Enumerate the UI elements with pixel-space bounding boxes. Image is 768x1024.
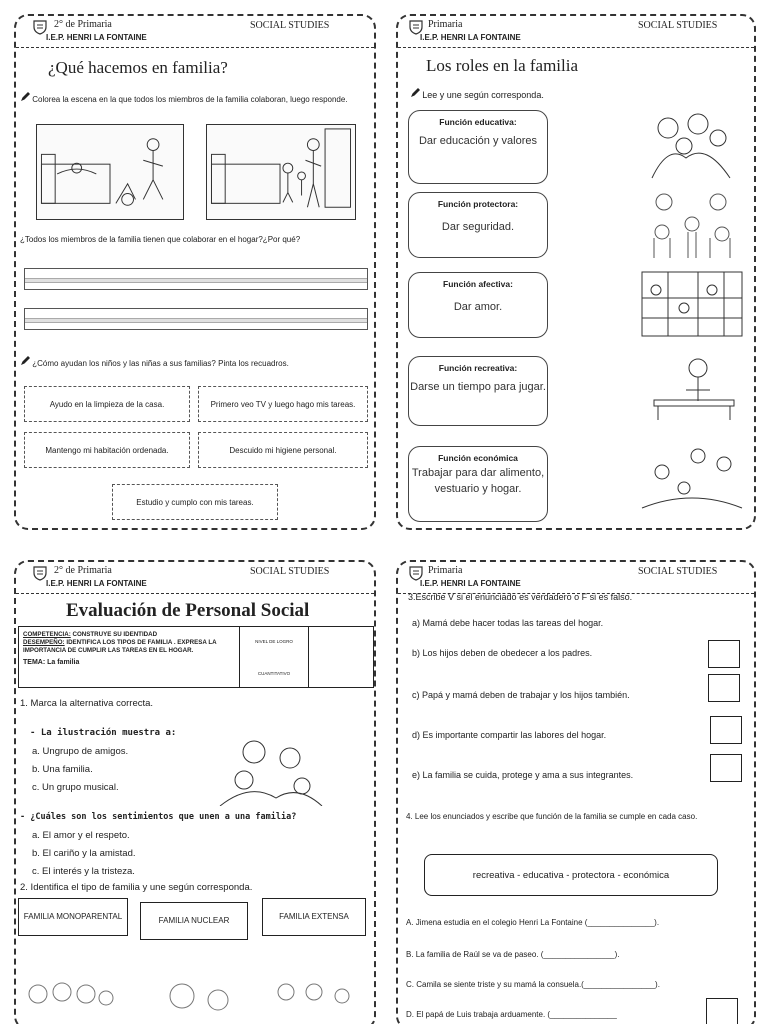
function-card-recreativa[interactable] (408, 356, 548, 426)
question-4: 4. Lee los enunciados y escribe que función de la familia se cumple en cada caso. (406, 812, 698, 821)
instruction-color-scene: Colorea la escena en la que todos los miembros de la familia colaboran, luego responde. (20, 92, 370, 105)
help-box-homework[interactable]: Estudio y cumplo con mis tareas. (112, 484, 278, 520)
worksheet-panel-evaluation (14, 560, 376, 1024)
grade-label: 2° de Primaria (54, 565, 112, 576)
nuclear-family-illustration[interactable] (266, 974, 362, 1024)
grade-label: 2° de Primaria (54, 19, 112, 30)
option-1b-a[interactable]: a. El amor y el respeto. (32, 830, 130, 841)
instruction-match: Lee y une según corresponda. (410, 88, 544, 101)
worksheet-header (16, 562, 374, 594)
function-card-afectiva[interactable] (408, 272, 548, 338)
function-name: Función afectiva: (443, 279, 513, 289)
grade-label: Primaria (428, 565, 463, 576)
function-description: Dar amor. (453, 301, 503, 313)
function-name: Función económica (438, 453, 518, 463)
statement-a: a) Mamá debe hacer todas las tareas del hogar. (412, 618, 604, 628)
sentence-b[interactable]: B. La familia de Raúl se va de paseo. (________________). (406, 950, 620, 959)
extended-family-illustration[interactable] (22, 974, 118, 1024)
family-type-extensa[interactable]: FAMILIA EXTENSA (262, 898, 366, 936)
answer-box-c[interactable] (708, 674, 740, 702)
evaluation-title: Evaluación de Personal Social (66, 600, 310, 621)
function-description: Darse un tiempo para jugar. (410, 381, 546, 393)
competency-text: COMPETENCIA: CONSTRUYE SU IDENTIDAD DESEMPEÑO: IDENTIFICA LOS TIPOS DE FAMILIA . EXPRESA LA IMPORTANCIA DE CUMPLIR LAS TAREAS EN EL HOGAR. TEMA: La familia (23, 631, 237, 667)
pencil-icon (410, 88, 420, 98)
function-word-bank: recreativa - educativa - protectora - económica (424, 854, 718, 896)
subject-label: SOCIAL STUDIES (250, 20, 330, 31)
single-parent-illustration[interactable] (152, 974, 248, 1024)
worksheet-panel-family-roles (396, 14, 756, 530)
help-box-tidy-room[interactable]: Mantengo mi habitación ordenada. (24, 432, 190, 468)
statement-e: e) La familia se cuida, protege y ama a sus integrantes. (412, 770, 634, 780)
question-collaborate: ¿Todos los miembros de la familia tienen que colaborar en el hogar?¿Por qué? (20, 235, 301, 244)
worksheet-header (16, 16, 374, 48)
family-type-monoparental[interactable]: FAMILIA MONOPARENTAL (18, 898, 128, 936)
question-1a: - La ilustración muestra a: (30, 728, 177, 738)
school-name: I.E.P. HENRI LA FONTAINE (420, 579, 521, 588)
statement-b: b) Los hijos deben de obedecer a los padres. (412, 648, 593, 658)
help-box-hygiene[interactable]: Descuido mi higiene personal. (198, 432, 368, 468)
question-3: 3.Escribe V si el enunciado es verdadero o F si es falso. (408, 592, 633, 602)
school-name: I.E.P. HENRI LA FONTAINE (46, 33, 147, 42)
function-description: Dar seguridad. (441, 221, 515, 233)
pencil-icon (20, 356, 30, 366)
option-1b-c[interactable]: c. El interés y la tristeza. (32, 866, 135, 877)
family-outing-illustration[interactable] (638, 442, 746, 514)
sentence-c[interactable]: C. Camila se siente triste y su mamá la consuela.(________________). (406, 980, 660, 989)
worksheet-header (398, 562, 754, 594)
worksheet-panel-true-false (396, 560, 756, 1024)
subject-label: SOCIAL STUDIES (638, 566, 718, 577)
function-card-educativa[interactable] (408, 110, 548, 184)
answer-line-2[interactable] (24, 308, 368, 330)
working-desk-illustration[interactable] (638, 350, 746, 422)
classroom-illustration[interactable] (638, 268, 746, 340)
question-1b: - ¿Cuáles son los sentimientos que unen a una familia? (20, 812, 297, 822)
grade-level-cell[interactable]: NIVEL DE LOGRO CUANTITATIVO (239, 627, 309, 687)
help-box-cleaning[interactable]: Ayudo en la limpieza de la casa. (24, 386, 190, 422)
page-title: Los roles en la familia (426, 56, 579, 75)
messy-room-illustration[interactable] (36, 124, 184, 220)
family-portrait-illustration[interactable] (638, 188, 746, 260)
cooperative-room-illustration[interactable] (206, 124, 356, 220)
pencil-icon (20, 92, 30, 102)
question-2: 2. Identifica el tipo de familia y une según corresponda. (20, 882, 253, 893)
answer-line-1[interactable] (24, 268, 368, 290)
option-1b-b[interactable]: b. El cariño y la amistad. (32, 848, 136, 859)
school-name: I.E.P. HENRI LA FONTAINE (46, 579, 147, 588)
help-box-tv-first[interactable]: Primero veo TV y luego hago mis tareas. (198, 386, 368, 422)
function-description: Trabajar para dar alimento, vestuario y hogar. (411, 467, 545, 495)
grade-label: Primaria (428, 19, 463, 30)
answer-box-d[interactable] (710, 716, 742, 744)
function-name: Función protectora: (437, 199, 519, 209)
question-1: 1. Marca la alternativa correcta. (20, 698, 154, 709)
worksheet-panel-family-activities (14, 14, 376, 530)
family-type-nuclear[interactable]: FAMILIA NUCLEAR (140, 902, 248, 940)
function-description: Dar educación y valores (418, 135, 537, 147)
function-card-economica[interactable] (408, 446, 548, 522)
option-1a-b[interactable]: b. Una familia. (32, 764, 93, 775)
family-illustration (214, 736, 326, 806)
function-card-protectora[interactable] (408, 192, 548, 258)
statement-c: c) Papá y mamá deben de trabajar y los hijos también. (412, 690, 630, 700)
subject-label: SOCIAL STUDIES (638, 20, 718, 31)
sentence-d[interactable]: D. El papá de Luis trabaja arduamente. (_______________ (406, 1010, 617, 1019)
answer-box-d-sentence[interactable] (706, 998, 738, 1024)
instruction-paint-boxes: ¿Cómo ayudan los niños y las niñas a sus familias? Pinta los recuadros. (20, 356, 370, 369)
statement-d: d) Es importante compartir las labores del hogar. (412, 730, 607, 740)
option-1a-c[interactable]: c. Un grupo musical. (32, 782, 119, 793)
answer-box-e[interactable] (710, 754, 742, 782)
family-hug-illustration[interactable] (638, 108, 746, 180)
school-name: I.E.P. HENRI LA FONTAINE (420, 33, 521, 42)
competency-table (18, 626, 374, 688)
page-title: ¿Qué hacemos en familia? (48, 58, 228, 77)
sentence-a[interactable]: A. Jimena estudia en el colegio Henri La Fontaine (_______________). (406, 918, 660, 927)
worksheet-header (398, 16, 754, 48)
function-name: Función educativa: (439, 117, 517, 127)
topic-label: TEMA: La familia (23, 659, 80, 666)
subject-label: SOCIAL STUDIES (250, 566, 330, 577)
answer-box-b[interactable] (708, 640, 740, 668)
option-1a-a[interactable]: a. Ungrupo de amigos. (32, 746, 129, 757)
function-name: Función recreativa: (438, 363, 518, 373)
